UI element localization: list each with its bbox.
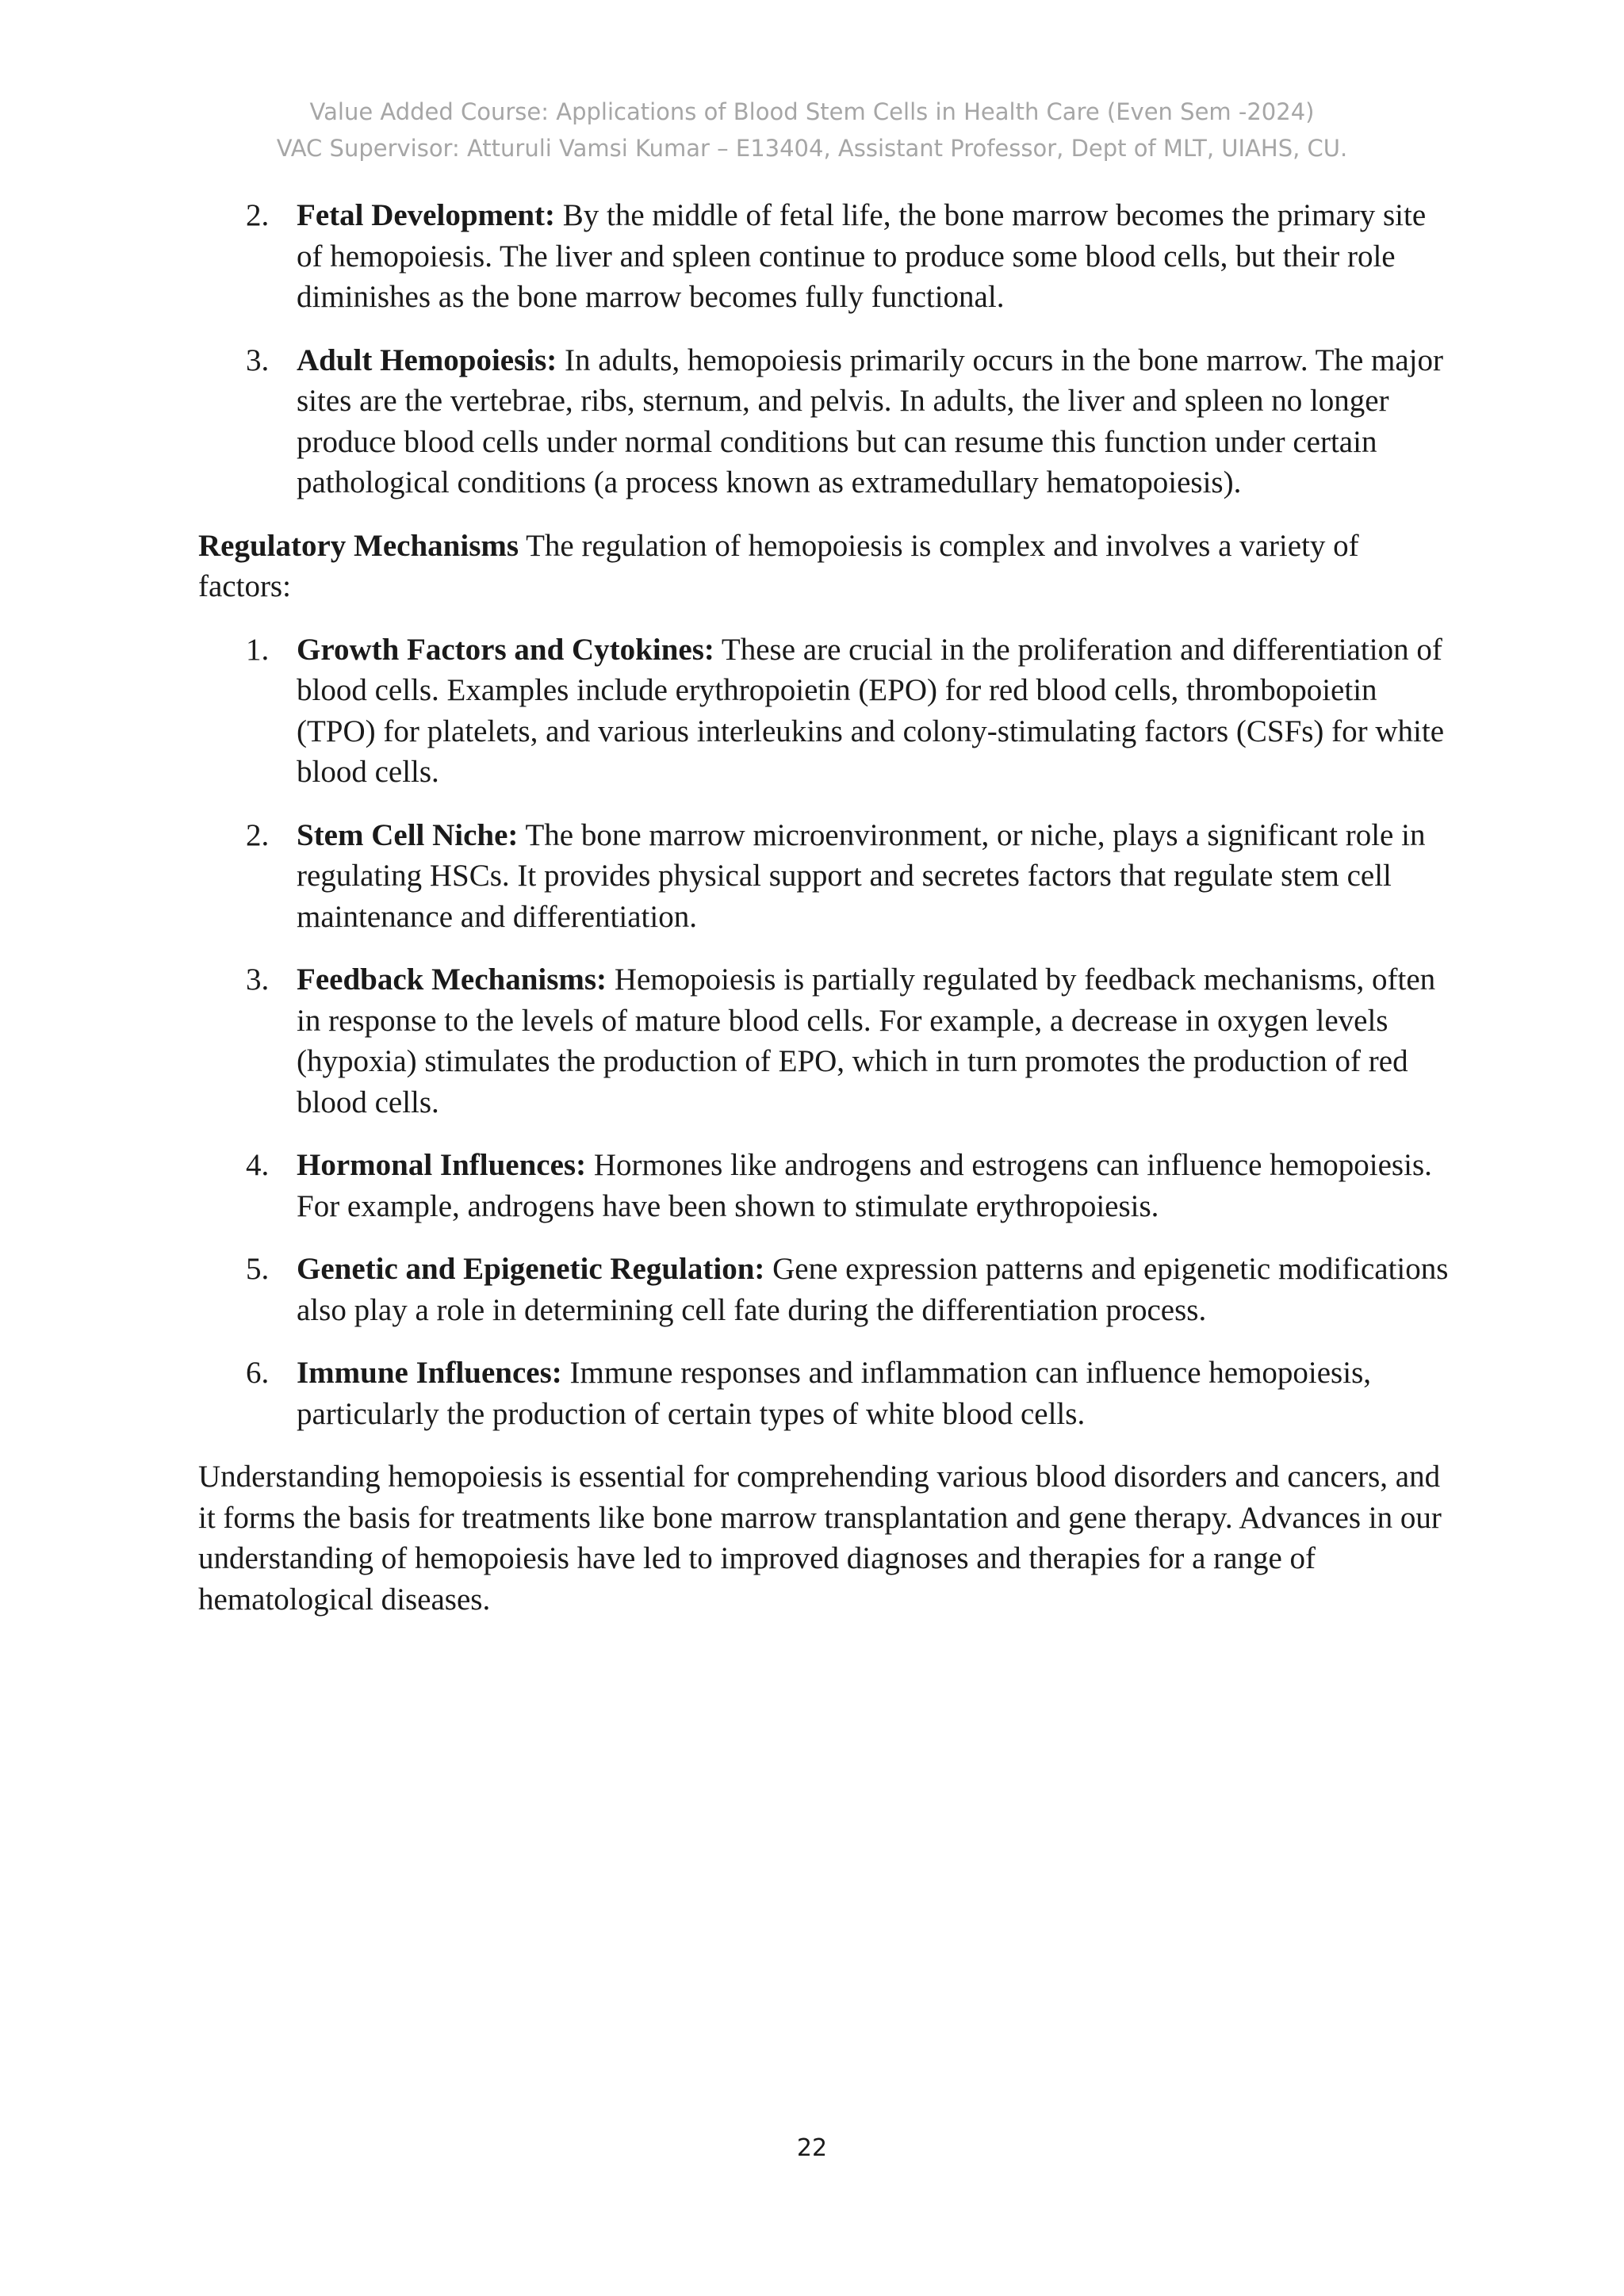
list-item [198, 340, 1451, 503]
regulatory-list [198, 629, 1451, 1435]
list-item [198, 1145, 1451, 1226]
list-item [198, 629, 1451, 793]
development-list [198, 195, 1451, 503]
list-item-text: The bone marrow microenvironment, or niche, plays a significant role in regulating HSCs. It provides physical support and secretes factors that regulate stem cell maintenance and differentiation. [297, 817, 1426, 934]
regulatory-paragraph [198, 526, 1451, 607]
list-item-number: 2. [246, 817, 270, 852]
list-item-text: Hemopoiesis is partially regulated by feedback mechanisms, often in response to the levels of mature blood cells. For example, a decrease in oxygen levels (hypoxia) stimulates the production of EPO, which in turn promotes the production of red blood cells. [297, 962, 1436, 1119]
list-item [198, 195, 1451, 318]
list-item-title: Hormonal Influences: [297, 1148, 587, 1182]
header-course-line: Value Added Course: Applications of Blood Stem Cells in Health Care (Even Sem -2024) [309, 98, 1315, 125]
list-item-title: Growth Factors and Cytokines: [297, 632, 714, 667]
list-item-number: 6. [246, 1356, 270, 1390]
list-item-text: Immune responses and inflammation can influence hemopoiesis, particularly the production of certain types of white blood cells. [297, 1356, 1371, 1431]
list-item-title: Feedback Mechanisms: [297, 962, 607, 997]
list-item-number: 3. [246, 342, 270, 377]
list-item [198, 815, 1451, 938]
list-item-title: Stem Cell Niche: [297, 817, 519, 852]
conclusion-paragraph: Understanding hemopoiesis is essential for comprehending various blood disorders and cancers, and it forms the basis for treatments like bone marrow transplantation and gene therapy. Advances in our understanding of hemopoiesis have led to improved diagnoses and therapies for a range of hematological diseases. [198, 1460, 1442, 1617]
list-item-number: 5. [246, 1252, 270, 1286]
list-item-title: Immune Influences: [297, 1356, 562, 1390]
list-item [198, 1353, 1451, 1434]
list-item-number: 1. [246, 632, 270, 667]
list-item-text: Hormones like androgens and estrogens can influence hemopoiesis. For example, androgens have been shown to stimulate erythropoiesis. [297, 1148, 1432, 1223]
list-item-text: Gene expression patterns and epigenetic modifications also play a role in determining cell fate during the differentiation process. [297, 1252, 1449, 1327]
list-item-number: 2. [246, 198, 270, 232]
list-item-number: 3. [246, 962, 270, 997]
section-heading: Regulatory Mechanisms [198, 528, 519, 563]
page-number: 22 [796, 2134, 828, 2162]
list-item [198, 959, 1451, 1123]
header-supervisor-line: VAC Supervisor: Atturuli Vamsi Kumar – E13404, Assistant Professor, Dept of MLT, UIAHS, CU. [276, 135, 1348, 162]
list-item-number: 4. [246, 1148, 270, 1182]
page-body [198, 195, 1451, 1642]
list-item-text: These are crucial in the proliferation and differentiation of blood cells. Examples include erythropoietin (EPO) for red blood cells, thrombopoietin (TPO) for platelets, and various interleukins and colony-stimulating factors (CSFs) for white blood cells. [297, 632, 1445, 789]
list-item [198, 1249, 1451, 1330]
list-item-text: In adults, hemopoiesis primarily occurs in the bone marrow. The major sites are the vertebrae, ribs, sternum, and pelvis. In adults, the liver and spleen no longer produce blood cells under normal conditions but can resume this function under certain pathological conditions (a process known as extramedullary hematopoiesis). [297, 342, 1443, 499]
page-header [0, 94, 1624, 166]
list-item-text: By the middle of fetal life, the bone marrow becomes the primary site of hemopoiesis. The liver and spleen continue to produce some blood cells, but their role diminishes as the bone marrow becomes fully functional. [297, 198, 1427, 314]
list-item-title: Genetic and Epigenetic Regulation: [297, 1252, 765, 1286]
section-intro: The regulation of hemopoiesis is complex and involves a variety of factors: [198, 528, 1359, 603]
list-item-title: Fetal Development: [297, 198, 555, 232]
list-item-title: Adult Hemopoiesis: [297, 342, 557, 377]
